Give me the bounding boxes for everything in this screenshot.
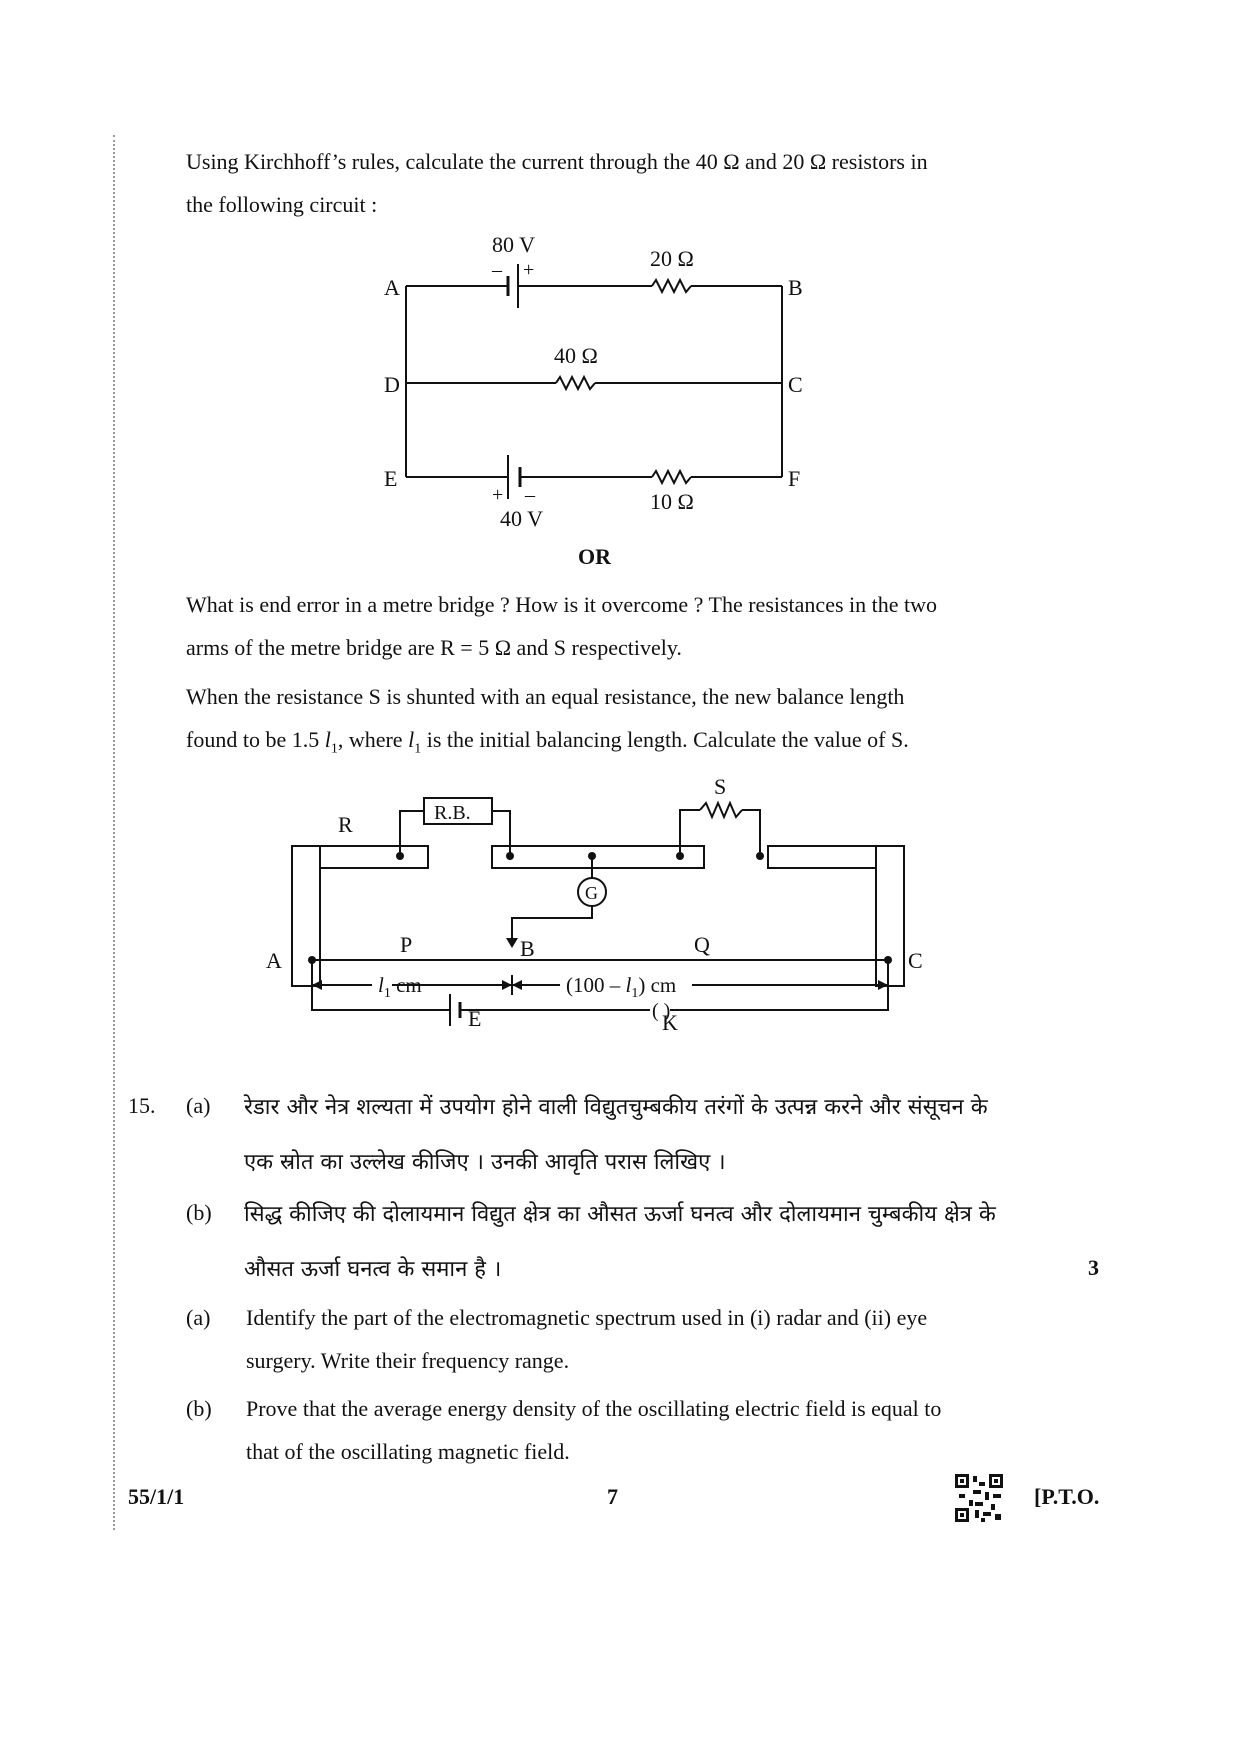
- q15-hi-a-line1: रेडार और नेत्र शल्यता में उपयोग होने वाली विद्युतचुम्बकीय तरंगों के उत्पन्न करने और संसूचन के: [244, 1095, 988, 1120]
- length-left-label: $l_1$ cm: [378, 973, 422, 1001]
- q14-alternative-text: [186, 583, 1062, 669]
- label-r: R: [338, 812, 353, 837]
- q15-hi-b-line1: सिद्ध कीजिए की दोलायमान विद्युत क्षेत्र का औसत ऊर्जा घनत्व और दोलायमान चुम्बकीय क्षेत्र के: [244, 1202, 996, 1227]
- q14-question-text: [186, 140, 1062, 226]
- paper-code: 55/1/1: [128, 1484, 185, 1509]
- node-f: F: [788, 466, 801, 491]
- node-a: A: [384, 275, 400, 300]
- resistor-40-label: 40 Ω: [554, 343, 598, 368]
- q15-hi-b-label: (b): [186, 1200, 212, 1225]
- q15-hindi-part-a: [244, 1080, 1084, 1190]
- qr-code-icon: [955, 1474, 1003, 1522]
- q15-en-b-line2: that of the oscillating magnetic field.: [246, 1439, 570, 1464]
- q15-en-a-label: (a): [186, 1305, 211, 1330]
- label-s: S: [714, 774, 727, 799]
- battery-40v-plus: +: [492, 484, 504, 506]
- q15-en-b-label: (b): [186, 1396, 212, 1421]
- q15-hi-a-line2: एक स्रोत का उल्लेख कीजिए । उनकी आवृति परास लिखिए ।: [244, 1150, 726, 1175]
- metre-bridge-diagram: [260, 770, 940, 1030]
- q15-en-b-line1: Prove that the average energy density of the oscillating electric field is equal to: [246, 1396, 942, 1421]
- q15-hi-a-label: (a): [186, 1093, 211, 1118]
- q14-line1: Using Kirchhoff’s rules, calculate the current through the 40 Ω and 20 Ω resistors in: [186, 149, 928, 174]
- node-e: E: [384, 466, 398, 491]
- q15-english-part-a: [246, 1296, 1062, 1382]
- or-divider: OR: [578, 544, 611, 569]
- q15-en-a-line2: surgery. Write their frequency range.: [246, 1348, 570, 1373]
- resistor-10-label: 10 Ω: [650, 489, 694, 514]
- q14-line2: the following circuit :: [186, 192, 378, 217]
- q15-hindi-part-b: [244, 1187, 1084, 1297]
- q15-marks: 3: [1088, 1255, 1099, 1280]
- resistor-20-label: 20 Ω: [650, 246, 694, 271]
- page-number: 7: [607, 1484, 618, 1509]
- label-q: Q: [694, 932, 710, 957]
- q14-alt-line1: What is end error in a metre bridge ? How is it overcome ? The resistances in the two: [186, 592, 938, 617]
- label-a: A: [266, 948, 282, 973]
- q14-alt-line3: When the resistance S is shunted with an equal resistance, the new balance length: [186, 684, 905, 709]
- node-d: D: [384, 372, 400, 397]
- q15-hi-b-line2: औसत ऊर्जा घनत्व के समान है ।: [244, 1257, 502, 1282]
- q14-alt-line2: arms of the metre bridge are R = 5 Ω and S respectively.: [186, 635, 682, 660]
- battery-80v-label: 80 V: [492, 232, 535, 257]
- q14-alternative-text-2: [186, 675, 1062, 770]
- label-p: P: [400, 932, 413, 957]
- node-c: C: [788, 372, 803, 397]
- battery-80v-plus: +: [523, 259, 535, 281]
- q15-en-a-line1: Identify the part of the electromagnetic spectrum used in (i) radar and (ii) eye: [246, 1305, 928, 1330]
- label-rb: R.B.: [434, 802, 471, 824]
- battery-40v-label: 40 V: [500, 506, 543, 531]
- q14-alt-line4: found to be 1.5 $l_1$, where $l_1$ is the initial balancing length. Calculate the value of S.: [186, 727, 909, 757]
- key-symbol: ( ): [652, 1000, 671, 1022]
- label-c: C: [908, 948, 923, 973]
- please-turn-over: [P.T.O.: [1034, 1484, 1100, 1509]
- length-right-label: $(100 - l_1)$ cm: [566, 973, 677, 1001]
- q15-english-part-b: [246, 1387, 1062, 1473]
- galvanometer-label: G: [585, 883, 598, 903]
- kirchhoff-circuit-diagram: [360, 232, 830, 542]
- q15-number: 15.: [128, 1093, 156, 1118]
- battery-40v-minus: –: [525, 484, 535, 506]
- node-b: B: [788, 275, 803, 300]
- label-b: B: [520, 936, 535, 961]
- battery-80v-minus: –: [492, 259, 502, 281]
- label-e: E: [468, 1006, 482, 1030]
- margin-rule: [113, 135, 115, 1530]
- label-k: K: [662, 1010, 678, 1030]
